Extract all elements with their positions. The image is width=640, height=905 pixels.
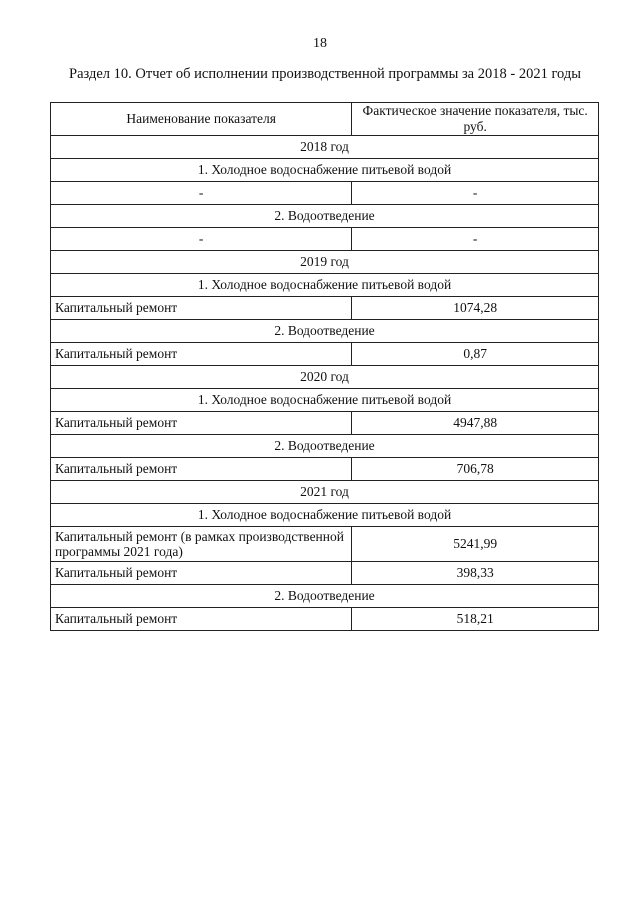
section-heading: 1. Холодное водоснабжение питьевой водой <box>51 274 599 297</box>
indicator-value-cell: 398,33 <box>352 562 599 585</box>
indicator-value-cell: 706,78 <box>352 458 599 481</box>
section-row <box>51 251 599 274</box>
indicator-value-cell: 1074,28 <box>352 297 599 320</box>
indicator-value-cell: - <box>352 228 599 251</box>
indicator-name-cell: - <box>51 182 352 205</box>
indicator-name-cell: - <box>51 228 352 251</box>
section-row <box>51 504 599 527</box>
section-row <box>51 320 599 343</box>
table-row <box>51 608 599 631</box>
table-row <box>51 412 599 435</box>
section-row <box>51 136 599 159</box>
section-row <box>51 274 599 297</box>
section-heading: 2. Водоотведение <box>51 320 599 343</box>
indicator-name-cell: Капитальный ремонт <box>51 608 352 631</box>
section-row <box>51 481 599 504</box>
indicator-name-cell: Капитальный ремонт <box>51 412 352 435</box>
indicator-value-cell: 4947,88 <box>352 412 599 435</box>
section-heading: 1. Холодное водоснабжение питьевой водой <box>51 504 599 527</box>
section-row <box>51 159 599 182</box>
table-header-row <box>51 103 599 136</box>
indicator-name-cell: Капитальный ремонт (в рамках производственной программы 2021 года) <box>51 527 352 562</box>
section-heading: 1. Холодное водоснабжение питьевой водой <box>51 389 599 412</box>
section-heading: 2. Водоотведение <box>51 205 599 228</box>
section-heading: 2. Водоотведение <box>51 435 599 458</box>
page-number: 18 <box>313 36 327 51</box>
section-heading: 2020 год <box>51 366 599 389</box>
table-body <box>51 136 599 631</box>
section-row <box>51 585 599 608</box>
section-heading: 2018 год <box>51 136 599 159</box>
indicator-value-cell: 5241,99 <box>352 527 599 562</box>
header-value-column: Фактическое значение показателя, тыс. руб. <box>352 103 599 136</box>
section-heading: 2. Водоотведение <box>51 585 599 608</box>
table-row <box>51 182 599 205</box>
section-heading: 2021 год <box>51 481 599 504</box>
section-row <box>51 205 599 228</box>
section-heading: 2019 год <box>51 251 599 274</box>
indicator-value-cell: 0,87 <box>352 343 599 366</box>
section-heading: 1. Холодное водоснабжение питьевой водой <box>51 159 599 182</box>
report-table <box>50 102 599 631</box>
table-row <box>51 228 599 251</box>
table-row <box>51 458 599 481</box>
indicator-name-cell: Капитальный ремонт <box>51 297 352 320</box>
table-row <box>51 343 599 366</box>
indicator-value-cell: 518,21 <box>352 608 599 631</box>
document-title: Раздел 10. Отчет об исполнении производственной программы за 2018 - 2021 годы <box>69 66 581 82</box>
section-row <box>51 366 599 389</box>
indicator-name-cell: Капитальный ремонт <box>51 343 352 366</box>
section-row <box>51 389 599 412</box>
indicator-value-cell: - <box>352 182 599 205</box>
table-row <box>51 527 599 562</box>
indicator-name-cell: Капитальный ремонт <box>51 562 352 585</box>
indicator-name-cell: Капитальный ремонт <box>51 458 352 481</box>
table-row <box>51 297 599 320</box>
table-row <box>51 562 599 585</box>
header-name-column: Наименование показателя <box>51 103 352 136</box>
section-row <box>51 435 599 458</box>
